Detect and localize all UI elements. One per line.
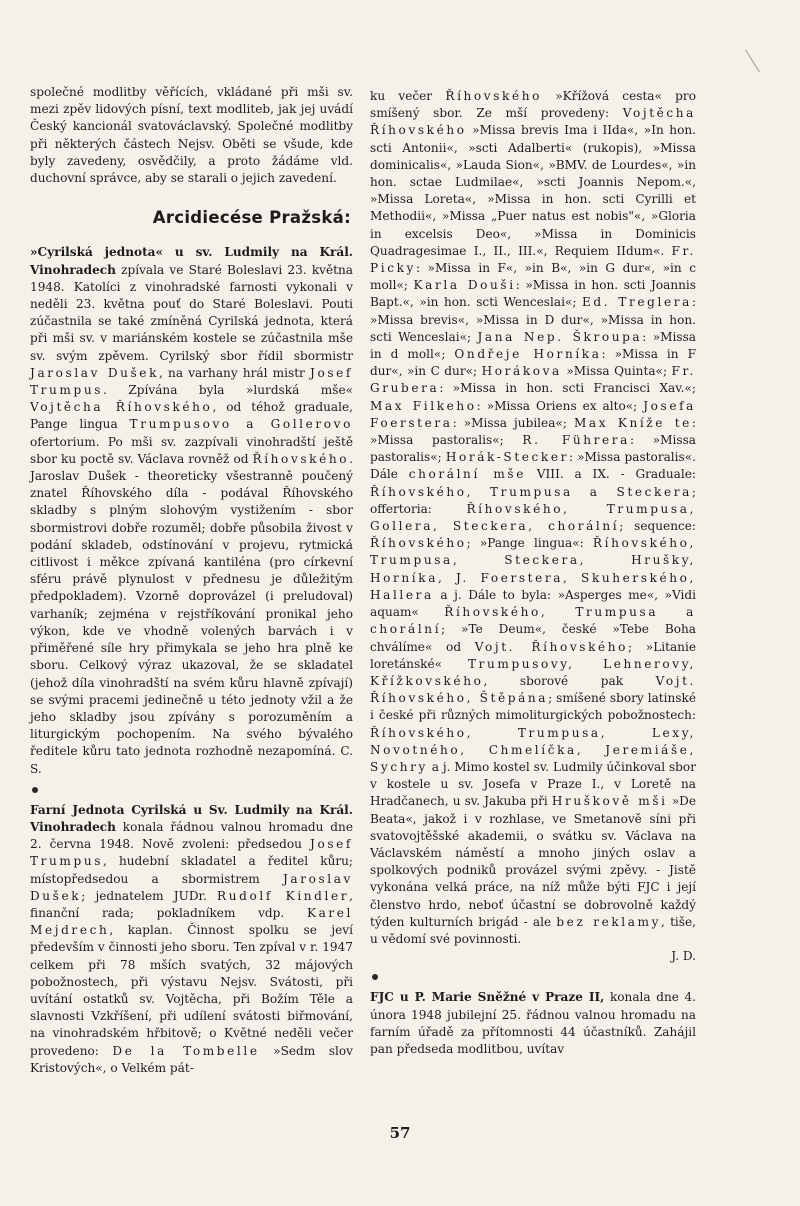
spaced-name: Josef Trumpus <box>30 837 353 869</box>
spaced-name: Jaroslav Dušek <box>30 365 159 380</box>
separator-dot <box>372 974 378 980</box>
section-heading: Arcidiecése Pražská: <box>152 208 351 228</box>
lead-text: Farní Jednota Cyrilská u Sv. Ludmily na Král. Vinohradech <box>30 802 353 834</box>
margin-mark <box>745 50 760 73</box>
spaced-name: Říhovského <box>370 536 467 551</box>
spaced-name: Horákova <box>481 364 562 379</box>
right-column <box>370 88 696 1058</box>
lead-text: »Cyrilská jednota« u sv. Ludmily na Král. Vinohradech <box>30 245 353 277</box>
spaced-name: Vojt. Říhovského <box>474 639 629 654</box>
spaced-name: Říhovského, Trumpusa, Lexy, Novotného, Chmelíčka, Jeremiáše, Sychry <box>370 725 696 774</box>
spaced-name: Rudolf Kindler <box>217 888 350 903</box>
spaced-name: Fr. Grubera <box>370 364 697 396</box>
spaced-name: Josef Trumpus <box>30 365 353 398</box>
spaced-name: Fr. Picky <box>370 243 696 276</box>
paragraph-farni-jednota: Farní Jednota Cyrilská u Sv. Ludmily na Král. Vinohradech konala řádnou valnou hromadu dne 2. června 1948. Nově zvoleni: předsedou Josef Trumpus, hudební skladatel a ředitel kůru; místopředsedou a sbormistrem Jaroslav Dušek; jednatelem JUDr. Rudolf Kindler, finanční rada; pokladníkem vdp. Karel Mejdrech, kaplan. Činnost spolku se jeví především v činnosti jeho sboru. Ten zpíval v r. 1947 celkem při 78 mších svatých, 32 májových pobožnostech, při výstavu Nejsv. Svátosti, při uvítání ostatků sv. Vojtěcha, při Božím Těle a slavnosti Vzkříšení, při udílení svátosti biřmování, na vinohradském hřbitově; o Květné neděli večer provedeno: De la Tombelle »Sedm slov Kristových«, o Velkém pát- <box>30 802 353 1075</box>
spaced-name: Říhovského <box>445 89 542 103</box>
spaced-name: Max Filkeho <box>370 398 477 413</box>
spaced-name: Trumpusovo a Gollerovo <box>129 417 353 432</box>
page-number: 57 <box>389 1124 411 1142</box>
spaced-name: Říhovského, Trumpusa a chorální <box>370 605 696 637</box>
spaced-name: Jana Nep. Škroupa <box>477 329 643 344</box>
paragraph-cyrilska-jednota: »Cyrilská jednota« u sv. Ludmily na Král. Vinohradech zpívala ve Staré Boleslavi 23. května 1948. Katolíci z vinohradské farnosti vykonali v neděli 23. května pouť do Staré Boleslavi. Pouti zúčastnila se také zmíněná Cyrilská jednota, která při mši sv. v mariánském kostele se zúčastnila mše sv. svým zpěvem. Cyrilský sbor řídil sbormistr Jaroslav Dušek, na varhany hrál mistr Josef Trumpus. Zpívána byla »lurdská mše« Vojtěcha Říhovského, od téhož graduale, Pange lingua Trumpusovo a Gollerovo ofertorium. Po mši sv. zazpívali vinohradští ještě sbor ku poctě sv. Václava rovněž od Říhovského. Jaroslav Dušek - theoreticky všestranně poučený znatel Říhovského díla - podával Říhovského skladby s plným slohovým vystižením - sbor sbormistrovi dobře rozuměl; dobře působila živost v podání skladeb, odstínování v projevu, rytmická citlivost i měkce zpívaná kantiléna (pro církevní sféru právě plynulost v přednesu je důležitým předpokladem). Vzorně doprovázel (i preludoval) varhaník; zejména v rejstříkování pronikal jeho výkon, kde ve vhodně volených barvách i v přiměřené síle hry přimykala se jeho hra plně ke sboru. Celkový výraz ukazoval, že se skladatel (jehož díla vinohradští na svém kůru hlavně zpívají) se svými pracemi jedinečně u této jednoty vžil a že jeho skladby jsou zpívány s porozuměním a liturgickým pochopením. Na svého bývalého ředitele kůru tato jednota rozhodně nezapomíná. C. S. <box>30 245 354 776</box>
spaced-name: Karel Mejdrech <box>30 905 353 938</box>
spaced-name: R. Führera <box>522 433 630 448</box>
spaced-name: Ondřeje Horníka <box>454 347 602 362</box>
left-column <box>30 84 353 1077</box>
spaced-name: Trumpusovy, Lehnerovy, Křížkovského <box>370 656 696 688</box>
signature: J. D. <box>671 949 696 964</box>
paragraph-repertoire: ku večer Říhovského »Křížová cesta« pro smíšený sbor. Ze mší provedeny: Vojtěcha Říhovského »Missa brevis Ima i IIda«, »In hon. scti Antonii«, »scti Adalberti« (rukopis), »Missa dominicalis«, »Lauda Sion«, »BMV. de Lourdes«, »in hon. sctae Ludmilae«, »scti Joannis Nepom.«, »Missa Loreta«, »Missa in hon. scti Cyrilli et Methodii«, »Missa „Puer natus est nobis"«, »Gloria in excelsis Deo«, »Missa in Dominicis Quadragesimae I., II., III.«, Requiem IIdum«. Fr. Picky: »Missa in F«, »in B«, »in G dur«, »in c moll«; Karla Douši: »Missa in hon. scti Joannis Bapt.«, »in hon. scti Wenceslai«; Ed. Treglera: »Missa brevis«, »Missa in D dur«, »Missa in hon. scti Wenceslai«; Jana Nep. Škroupa: »Missa in d moll«; Ondřeje Horníka: »Missa in F dur«, »in C dur«; Horákova »Missa Quinta«; Fr. Grubera: »Missa in hon. scti Francisci Xav.«; Max Filkeho: »Missa Oriens ex alto«; Josefa Foerstera: »Missa jubilea«; Max Kníže te: »Missa pastoralis«; R. Führera: »Missa pastoralis«; Horák-Stecker: »Missa pastoralis«. Dále chorální mše VIII. a IX. - Graduale: Říhovského, Trumpusa a Steckera; offertoria: Říhovského, Trumpusa, Gollera, Steckera, chorální; sequence: Říhovského; »Pange lingua«: Říhovského, Trumpusa, Steckera, Hrušky, Horníka, J. Foerstera, Skuherského, Hallera a j. Dále to byla: »Asperges me«, »Vidi aquam« Říhovského, Trumpusa a chorální; »Te Deum«, české »Tebe Boha chválíme« od Vojt. Říhovského; »Litanie loretánské« Trumpusovy, Lehnerovy, Křížkovského, sborové pak Vojt. Říhovského, Štěpána; smíšené sbory latinské i české při různých mimoliturgických pobožnostech: Říhovského, Trumpusa, Lexy, Novotného, Chmelíčka, Jeremiáše, Sychry a j. Mimo kostel sv. Ludmily účinkoval sbor v kostele u sv. Josefa v Praze I., v Loretě na Hradčanech, u sv. Jakuba při Hruškově mši »De Beata«, jakož i v rozhlase, ve Smetanově síni při svatovojtěšské akademii, o svátku sv. Václava na Václavském náměstí a mnoho jiných oslav a spolkových podniků provázel svými zpěvy. - Jistě vykonána velká práce, na níž může býti FJC i její členstvo hrdo, neboť účastní se dobrovolně každý týden kulturních brigád - ale bez reklamy, tiše, u vědomí své povinnosti. <box>370 89 697 946</box>
paragraph-fjc-snezne: FJC u P. Marie Sněžné v Praze II, konala dne 4. února 1948 jubilejní 25. řádnou valnou hromadu na farním úřadě za přítomnosti 44 účastníků. Zahájil pan předseda modlitbou, uvítav <box>370 990 696 1056</box>
paragraph-prayers: společné modlitby věřících, vkládané při mši sv. mezi zpěv lidových písní, text modliteb, jak jej uvádí Český kancionál svatováclavský. Společné modlitby při některých částech Nejsv. Oběti se všude, kde byly zavedeny, osvědčily, a proto žádáme vld. duchovní správce, aby se starali o jejich zavedení. <box>30 85 353 186</box>
spaced-name: chorální mše <box>408 467 526 482</box>
spaced-name: Hruškově mši <box>551 794 668 809</box>
spaced-name: Říhovského, Trumpusa, Steckera, Hrušky, Horníka, J. Foerstera, Skuherského, Hallera <box>370 536 696 602</box>
spaced-name: Říhovského <box>252 451 350 466</box>
spaced-name: Vojtěcha Říhovského <box>370 106 696 138</box>
signature: C. S. <box>30 744 353 776</box>
spaced-name: Říhovského, Trumpusa, Gollera, Steckera, chorální <box>370 501 696 534</box>
spaced-name: Max Kníže te <box>573 415 692 430</box>
spaced-name: Horák-Stecker <box>445 450 569 465</box>
spaced-name: Ed. Treglera <box>581 295 692 310</box>
spaced-name: Vojtěcha Říhovského <box>30 400 213 415</box>
spaced-name: Josefa Foerstera <box>370 398 696 430</box>
separator-dot <box>32 787 38 793</box>
spaced-name: Vojt. Říhovského, Štěpána <box>370 673 696 706</box>
spaced-name: De la Tombelle <box>112 1043 260 1058</box>
lead-text: FJC u P. Marie Sněžné v Praze II, <box>370 990 605 1005</box>
spaced-name: Říhovského, Trumpusa a Steckera <box>370 484 692 499</box>
spaced-name: bez reklamy <box>556 914 662 929</box>
spaced-name: Karla Douši <box>413 278 516 293</box>
spaced-name: Jaroslav Dušek <box>30 871 353 903</box>
